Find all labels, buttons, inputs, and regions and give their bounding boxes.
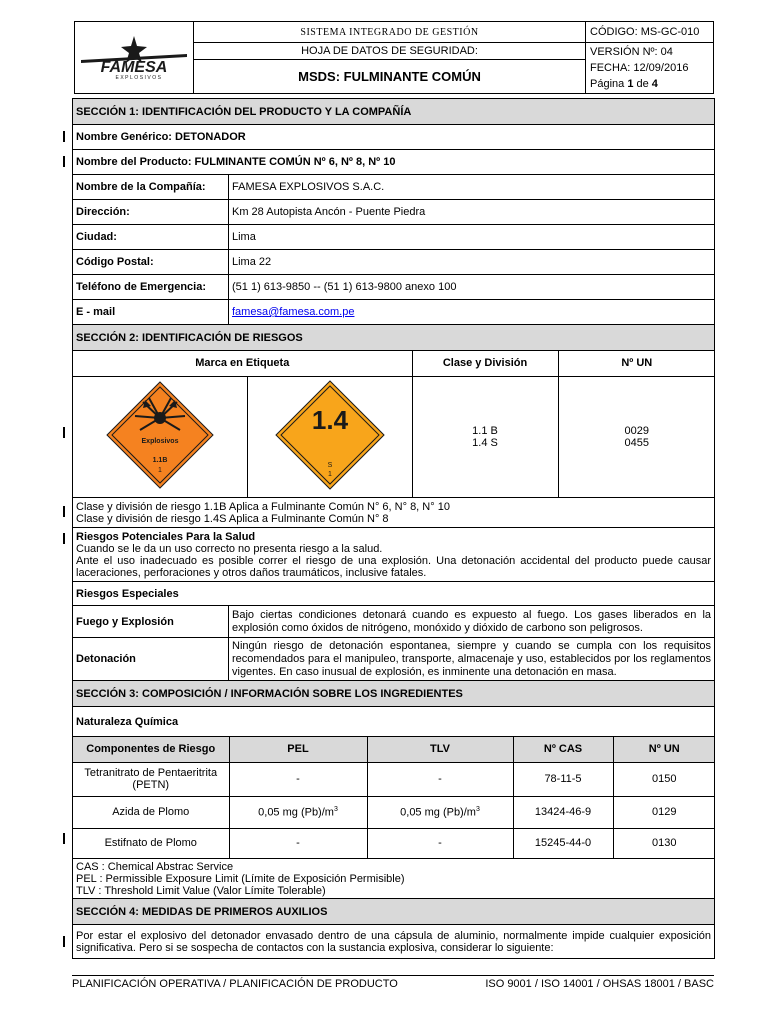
svg-text:1: 1 [327, 471, 332, 479]
abbreviation-notes: CAS : Chemical Abstrac Service PEL : Permissible Exposure Limit (Límite de Exposición Permisible) TLV : Threshold Limit Value (Valor Límite Tolerable) [73, 859, 715, 899]
company-logo [75, 22, 194, 94]
doc-code: CÓDIGO: MS-GC-010 [586, 22, 714, 43]
first-aid-text: Por estar el explosivo del detonador envasado dentro de una cápsula de aluminio, normalmente impide cualquier exposición significativa. Pero si se sospecha de contactos con la sustancia explosiva, considerar lo siguiente: [73, 925, 715, 959]
section-2-title: SECCIÓN 2: IDENTIFICACIÓN DE RIESGOS [73, 325, 715, 351]
un-number-values: 0029 0455 [558, 376, 715, 497]
svg-text:EXPLOSIVOS: EXPLOSIVOS [115, 75, 163, 80]
svg-text:1.1B: 1.1B [152, 457, 168, 465]
document-header [74, 21, 714, 94]
fire-label: Fuego y Explosión [73, 606, 229, 638]
doc-page: Página 1 de 4 [590, 78, 658, 90]
label-explosive-1-1b [73, 376, 247, 497]
hazard-label-table [73, 351, 715, 497]
svg-text:FAMESA: FAMESA [100, 59, 168, 76]
health-risks: Riesgos Potenciales Para la Salud Cuando se le da un uso correcto no presenta riesgo a la salud. Ante el uso inadecuado es posible correr el riesgo de una explosión. Una detonación accidental del producto puede causar laceraciones, perforaciones y otros daños traumáticos, inclusive fatales. [73, 528, 715, 582]
label-explosive-1-4s [247, 376, 412, 497]
detonation-text: Ningún riesgo de detonación espontanea, siempre y cuando se cumpla con los requisitos recomendados para el manipuleo, transporte, almacenaje y uso, establecidos por los reglamentos vigentes. En caso inusual de explosión, es inminente una detonación en masa. [229, 638, 715, 681]
footer-department: PLANIFICACIÓN OPERATIVA / PLANIFICACIÓN DE PRODUCTO [72, 978, 398, 990]
revision-bar [63, 156, 65, 167]
revision-bar [63, 936, 65, 947]
system-name: SISTEMA INTEGRADO DE GESTIÓN [194, 22, 586, 43]
revision-bar [63, 533, 65, 544]
components-header-row: Componentes de Riesgo PEL TLV Nº CAS Nº UN [73, 737, 715, 762]
explosive-1-4-diamond-icon [274, 379, 386, 491]
hazard-class-notes: Clase y división de riesgo 1.1B Aplica a Fulminante Común N° 6, N° 8, N° 10 Clase y división de riesgo 1.4S Aplica a Fulminante Común N° 8 [73, 498, 715, 528]
table-row: Estifnato de Plomo - - 15245-44-0 0130 [73, 828, 715, 858]
page-footer [72, 975, 714, 990]
info-row: Teléfono de Emergencia: (51 1) 613-9850 -- (51 1) 613-9800 anexo 100 [73, 275, 715, 300]
info-row: E - mail famesa@famesa.com.pe [73, 300, 715, 325]
table-row: Tetranitrato de Pentaeritrita (PETN) - - 78-11-5 0150 [73, 762, 715, 796]
section-1-title: SECCIÓN 1: IDENTIFICACIÓN DEL PRODUCTO Y LA COMPAÑÍA [73, 99, 715, 125]
svg-text:S: S [327, 462, 332, 470]
generic-name: Nombre Genérico: DETONADOR [73, 125, 715, 150]
svg-text:Explosivos: Explosivos [141, 438, 179, 446]
msds-body [72, 98, 715, 959]
email-link[interactable]: famesa@famesa.com.pe [232, 306, 355, 318]
doc-meta [586, 43, 714, 94]
famesa-logo-icon [79, 32, 189, 80]
section-3-title: SECCIÓN 3: COMPOSICIÓN / INFORMACIÓN SOBRE LOS INGREDIENTES [73, 681, 715, 707]
explosive-diamond-icon [105, 380, 215, 490]
col-un-header: Nº UN [558, 351, 715, 376]
doc-title: MSDS: FULMINANTE COMÚN [194, 60, 586, 94]
revision-bar [63, 427, 65, 438]
col-label-header: Marca en Etiqueta [73, 351, 412, 376]
svg-text:1: 1 [157, 467, 162, 475]
revision-bar [63, 131, 65, 142]
revision-bar [63, 833, 65, 844]
doc-type: HOJA DE DATOS DE SEGURIDAD: [194, 43, 586, 60]
special-risks-title: Riesgos Especiales [73, 582, 715, 606]
chemical-nature: Naturaleza Química [73, 707, 715, 737]
svg-text:1.4: 1.4 [311, 405, 348, 436]
revision-bar [63, 506, 65, 517]
components-table [73, 737, 715, 858]
col-class-header: Clase y División [412, 351, 558, 376]
section-4-title: SECCIÓN 4: MEDIDAS DE PRIMEROS AUXILIOS [73, 899, 715, 925]
info-row: Nombre de la Compañía: FAMESA EXPLOSIVOS S.A.C. [73, 175, 715, 200]
health-risks-title: Riesgos Potenciales Para la Salud [76, 530, 256, 543]
doc-version: VERSIÓN Nº: 04 [590, 46, 673, 58]
table-row: Azida de Plomo 0,05 mg $(Pb)/m^3$ 0,05 mg $(Pb)/m^3$ 13424-46-9 0129 [73, 796, 715, 828]
footer-certifications: ISO 9001 / ISO 14001 / OHSAS 18001 / BASC [485, 978, 714, 990]
info-row: Ciudad: Lima [73, 225, 715, 250]
hazard-class-values: 1.1 B 1.4 S [412, 376, 558, 497]
info-row: Dirección: Km 28 Autopista Ancón - Puente Piedra [73, 200, 715, 225]
fire-text: Bajo ciertas condiciones detonará cuando es expuesto al fuego. Los gases liberados en la explosión como óxidos de nitrógeno, monóxido y dióxido de carbono son peligrosos. [229, 606, 715, 638]
info-row: Código Postal: Lima 22 [73, 250, 715, 275]
product-name: Nombre del Producto: FULMINANTE COMÚN Nº 6, Nº 8, Nº 10 [73, 150, 715, 175]
detonation-label: Detonación [73, 638, 229, 681]
doc-date: FECHA: 12/09/2016 [590, 62, 689, 74]
